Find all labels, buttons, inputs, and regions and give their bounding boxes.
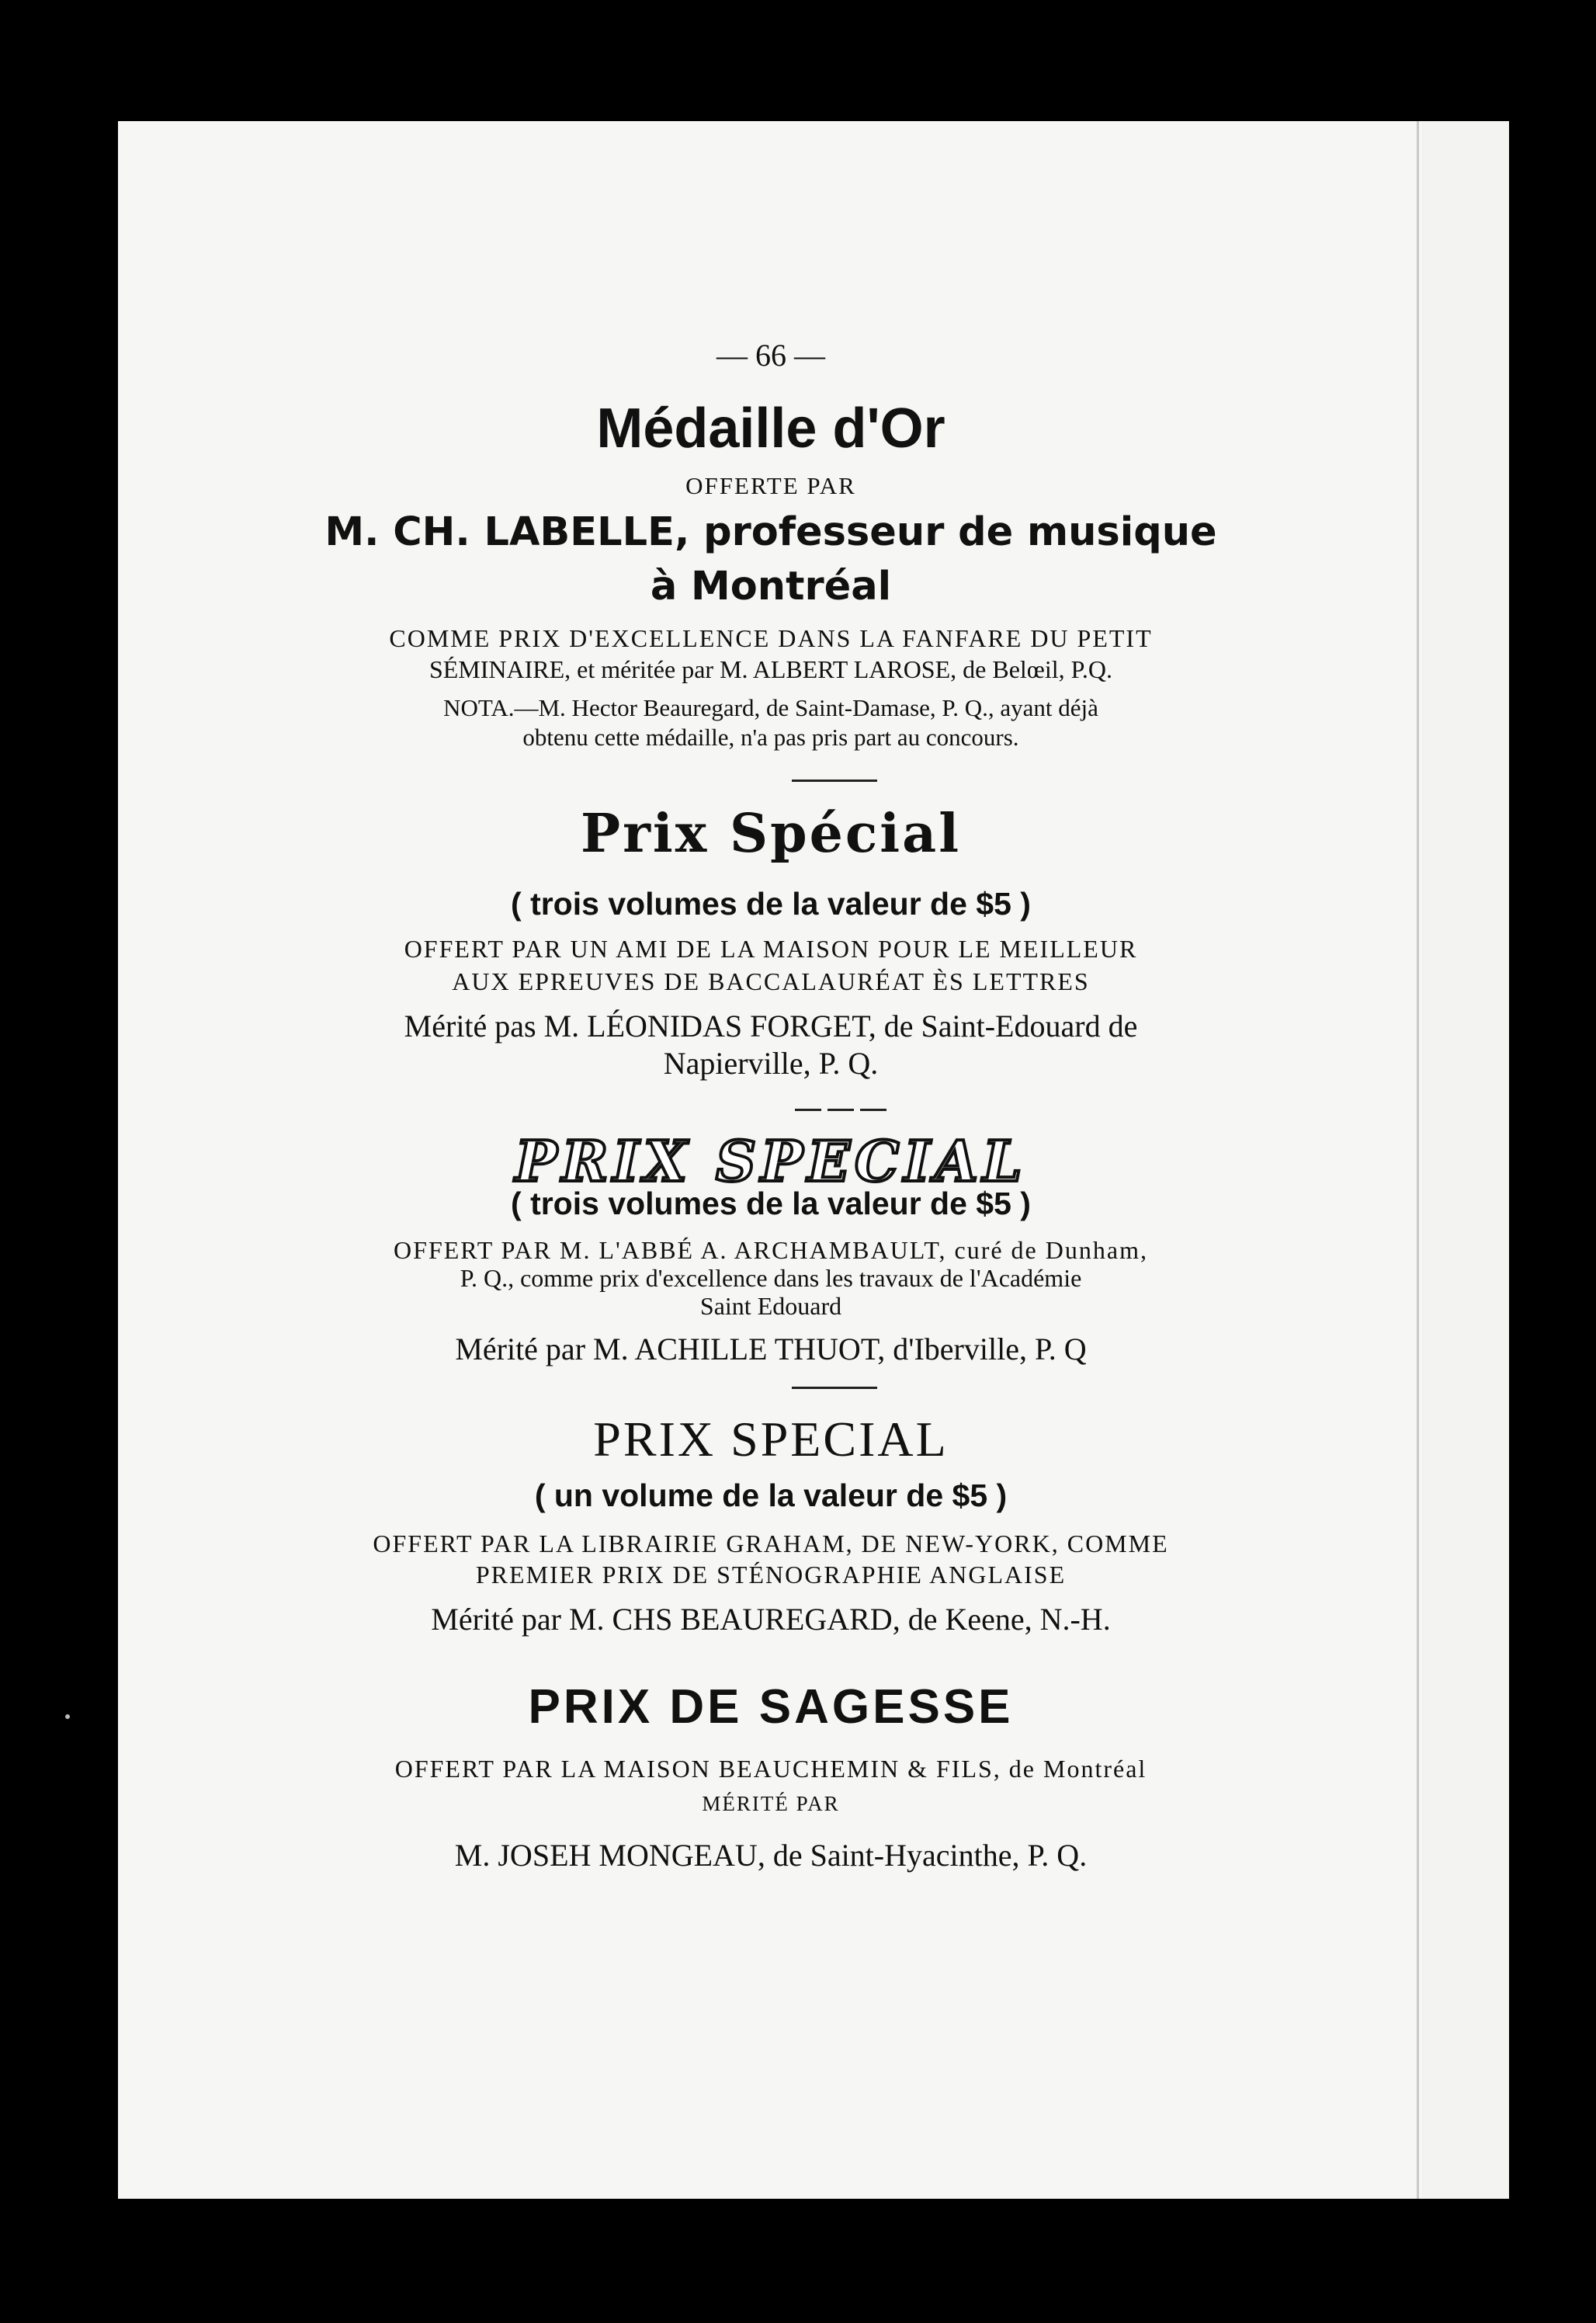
prize-value-3: ( un volume de la valeur de $5 ) bbox=[534, 1477, 1008, 1513]
winner-line-1a: Mérité pas M. LÉONIDAS FORGET, de Saint-Edouard de bbox=[404, 1009, 1138, 1043]
offered-by-label: OFFERTE PAR bbox=[685, 472, 856, 499]
section-divider bbox=[792, 1387, 877, 1389]
winner-line-1b: Napierville, P. Q. bbox=[663, 1046, 879, 1081]
nota-line-2: obtenu cette médaille, n'a pas pris part au concours. bbox=[522, 724, 1019, 751]
prize-description-4b: MÉRITÉ PAR bbox=[702, 1792, 840, 1815]
prize-description-2c: Saint Edouard bbox=[699, 1292, 842, 1320]
winner-line-2: Mérité par M. ACHILLE THUOT, d'Iberville, P. Q bbox=[455, 1332, 1087, 1366]
prize-description-3a: OFFERT PAR LA LIBRAIRIE GRAHAM, DE NEW-YORK, COMME bbox=[373, 1530, 1169, 1557]
award-description-1: COMME PRIX D'EXCELLENCE DANS LA FANFARE DU PETIT bbox=[389, 624, 1153, 652]
prize-description-2b: P. Q., comme prix d'excellence dans les travaux de l'Académie bbox=[460, 1264, 1082, 1292]
winner-line-4: M. JOSEH MONGEAU, de Saint-Hyacinthe, P. Q. bbox=[454, 1838, 1088, 1873]
section-divider bbox=[792, 780, 877, 782]
prize-value-1: ( trois volumes de la valeur de $5 ) bbox=[511, 886, 1031, 922]
award-description-2: SÉMINAIRE, et méritée par M. ALBERT LAROSE, de Belœil, P.Q. bbox=[428, 655, 1113, 683]
page-number: — 66 — bbox=[716, 338, 825, 373]
section-title-prix-special-2: PRIX SPECIAL bbox=[515, 1128, 1027, 1194]
donor-line-2: à Montréal bbox=[650, 564, 892, 609]
facing-page-edge bbox=[1422, 121, 1509, 2199]
prize-value-2: ( trois volumes de la valeur de $5 ) bbox=[511, 1186, 1031, 1221]
winner-line-3: Mérité par M. CHS BEAUREGARD, de Keene, N.-H. bbox=[431, 1602, 1111, 1637]
section-title-prix-special-1: Prix Spécial bbox=[580, 803, 962, 865]
speck bbox=[65, 1714, 70, 1719]
prize-description-3b: PREMIER PRIX DE STÉNOGRAPHIE ANGLAISE bbox=[475, 1561, 1067, 1589]
prize-description-1a: OFFERT PAR UN AMI DE LA MAISON POUR LE MEILLEUR bbox=[404, 935, 1138, 963]
section-title-prix-special-3: PRIX SPECIAL bbox=[593, 1412, 949, 1467]
section-title-medaille-dor: Médaille d'Or bbox=[596, 398, 945, 460]
section-divider bbox=[827, 1109, 854, 1111]
nota-line-1: NOTA.—M. Hector Beauregard, de Saint-Damase, P. Q., ayant déjà bbox=[443, 694, 1098, 721]
section-title-prix-de-sagesse: PRIX DE SAGESSE bbox=[528, 1680, 1014, 1734]
prize-description-4a: OFFERT PAR LA MAISON BEAUCHEMIN & FILS, de Montréal bbox=[394, 1755, 1147, 1783]
section-divider bbox=[795, 1109, 821, 1111]
donor-line-1: M. CH. LABELLE, professeur de musique bbox=[324, 509, 1217, 555]
section-divider bbox=[860, 1109, 886, 1111]
prize-description-2a: OFFERT PAR M. L'ABBÉ A. ARCHAMBAULT, curé de Dunham, bbox=[394, 1236, 1148, 1264]
prize-description-1b: AUX EPREUVES DE BACCALAURÉAT ÈS LETTRES bbox=[452, 967, 1090, 995]
